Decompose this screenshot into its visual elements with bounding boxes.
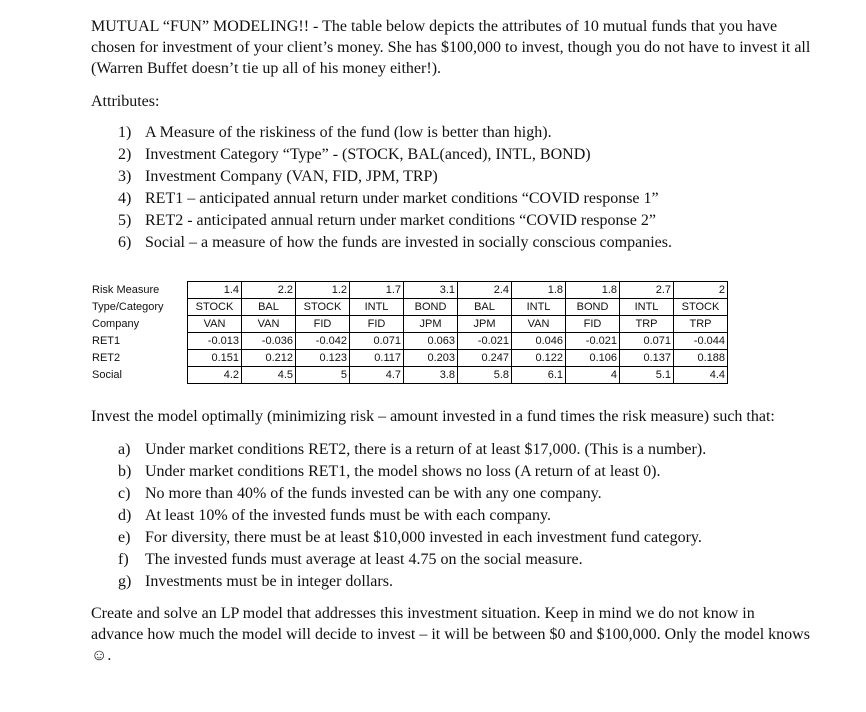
row-label: Risk Measure (91, 282, 188, 299)
table-cell: BOND (566, 299, 620, 316)
list-item (91, 505, 811, 527)
table-cell: FID (296, 316, 350, 333)
table-cell: STOCK (674, 299, 728, 316)
list-marker: d) (118, 507, 132, 524)
table-cell: 2 (674, 282, 728, 299)
constraints-list (91, 439, 811, 593)
table-cell: TRP (620, 316, 674, 333)
table-cell: 2.7 (620, 282, 674, 299)
table-cell: 5 (296, 367, 350, 384)
table-row (91, 367, 728, 384)
table-cell: 3.8 (404, 367, 458, 384)
list-item (91, 166, 811, 188)
table-cell: 0.106 (566, 350, 620, 367)
list-item-text: Investments must be in integer dollars. (145, 573, 393, 590)
table-cell: 1.2 (296, 282, 350, 299)
table-cell: VAN (242, 316, 296, 333)
table-cell: FID (350, 316, 404, 333)
list-item (91, 144, 811, 166)
table-cell: 5.1 (620, 367, 674, 384)
table-cell: -0.036 (242, 333, 296, 350)
list-item-text: RET2 - anticipated annual return under market conditions “COVID response 2” (145, 212, 656, 229)
table-cell: 4.5 (242, 367, 296, 384)
table-cell: 5.8 (458, 367, 512, 384)
list-marker: 5) (118, 212, 132, 229)
table-cell: VAN (512, 316, 566, 333)
row-label: Company (91, 316, 188, 333)
table-cell: 0.123 (296, 350, 350, 367)
list-marker: g) (118, 573, 132, 590)
list-marker: 3) (118, 168, 132, 185)
row-label: Social (91, 367, 188, 384)
list-item (91, 549, 811, 571)
table-cell: 0.117 (350, 350, 404, 367)
table-cell: STOCK (296, 299, 350, 316)
table-cell: 1.7 (350, 282, 404, 299)
table-cell: 2.4 (458, 282, 512, 299)
table-cell: -0.013 (188, 333, 242, 350)
list-item-text: At least 10% of the invested funds must be with each company. (145, 507, 551, 524)
list-item-text: Under market conditions RET1, the model shows no loss (A return of at least 0). (145, 463, 661, 480)
list-item-text: Social – a measure of how the funds are invested in socially conscious companies. (145, 234, 672, 251)
table-cell: BAL (242, 299, 296, 316)
list-marker: 4) (118, 190, 132, 207)
table-cell: 1.8 (566, 282, 620, 299)
list-item-text: Investment Company (VAN, FID, JPM, TRP) (145, 168, 438, 185)
table-cell: 1.8 (512, 282, 566, 299)
table-cell: 6.1 (512, 367, 566, 384)
list-item (91, 483, 811, 505)
table-cell: 0.247 (458, 350, 512, 367)
list-item (91, 439, 811, 461)
table-cell: 0.071 (620, 333, 674, 350)
list-item (91, 188, 811, 210)
table-cell: 0.188 (674, 350, 728, 367)
table-cell: BAL (458, 299, 512, 316)
table-cell: INTL (620, 299, 674, 316)
list-marker: c) (118, 485, 131, 502)
list-item-text: For diversity, there must be at least $10,000 invested in each investment fund category. (145, 529, 702, 546)
table-cell: 0.046 (512, 333, 566, 350)
table-cell: 4 (566, 367, 620, 384)
list-marker: 1) (118, 124, 132, 141)
instructions-section (91, 406, 811, 666)
list-item (91, 210, 811, 232)
list-item-text: No more than 40% of the funds invested can be with any one company. (145, 485, 602, 502)
table-cell: FID (566, 316, 620, 333)
table-row (91, 299, 728, 316)
row-label: RET1 (91, 333, 188, 350)
table-cell: INTL (512, 299, 566, 316)
invest-paragraph: Invest the model optimally (minimizing risk – amount invested in a fund times the risk measure) such that: (91, 408, 775, 425)
table-cell: 2.2 (242, 282, 296, 299)
attributes-heading: Attributes: (91, 93, 160, 110)
table-cell: -0.021 (566, 333, 620, 350)
list-marker: f) (118, 551, 129, 568)
table-row (91, 333, 728, 350)
table-cell: JPM (458, 316, 512, 333)
table-cell: 4.7 (350, 367, 404, 384)
table-cell: -0.042 (296, 333, 350, 350)
table-cell: 0.137 (620, 350, 674, 367)
table-cell: 4.2 (188, 367, 242, 384)
list-item (91, 122, 811, 144)
intro-paragraph: MUTUAL “FUN” MODELING!! - The table below depicts the attributes of 10 mutual funds that you have chosen for investment of your client’s money. She has $100,000 to invest, though you do not have to invest it all (Warren Buffet doesn’t tie up all of his money either!). (91, 18, 811, 77)
table-cell: VAN (188, 316, 242, 333)
list-marker: 2) (118, 146, 132, 163)
list-item-text: Investment Category “Type” - (STOCK, BAL(anced), INTL, BOND) (145, 146, 591, 163)
document-page (91, 12, 811, 254)
table-row (91, 350, 728, 367)
row-label: Type/Category (91, 299, 188, 316)
list-item (91, 571, 811, 593)
table-cell: 0.212 (242, 350, 296, 367)
table-cell: BOND (404, 299, 458, 316)
fund-table-container (91, 281, 728, 384)
table-cell: 4.4 (674, 367, 728, 384)
list-item (91, 232, 811, 254)
table-cell: INTL (350, 299, 404, 316)
table-cell: 3.1 (404, 282, 458, 299)
attributes-list (91, 122, 811, 254)
list-item-text: The invested funds must average at least 4.75 on the social measure. (145, 551, 583, 568)
list-marker: e) (118, 529, 131, 546)
list-marker: 6) (118, 234, 132, 251)
table-cell: STOCK (188, 299, 242, 316)
list-item (91, 527, 811, 549)
table-cell: 1.4 (188, 282, 242, 299)
table-row (91, 282, 728, 299)
table-cell: TRP (674, 316, 728, 333)
table-cell: 0.071 (350, 333, 404, 350)
table-cell: 0.203 (404, 350, 458, 367)
closing-paragraph: Create and solve an LP model that addresses this investment situation. Keep in mind we do not know in advance how much the model will decide to invest – it will be between $0 and $100,000. Only the model knows ☺. (91, 605, 810, 664)
list-item (91, 461, 811, 483)
table-cell: -0.021 (458, 333, 512, 350)
table-row (91, 316, 728, 333)
table-cell: 0.063 (404, 333, 458, 350)
list-item-text: RET1 – anticipated annual return under market conditions “COVID response 1” (145, 190, 659, 207)
list-item-text: Under market conditions RET2, there is a return of at least $17,000. (This is a number). (145, 441, 707, 458)
list-item-text: A Measure of the riskiness of the fund (low is better than high). (145, 124, 552, 141)
list-marker: b) (118, 463, 132, 480)
fund-attributes-table (91, 281, 728, 384)
table-cell: 0.122 (512, 350, 566, 367)
row-label: RET2 (91, 350, 188, 367)
list-marker: a) (118, 441, 131, 458)
table-cell: -0.044 (674, 333, 728, 350)
table-cell: 0.151 (188, 350, 242, 367)
table-cell: JPM (404, 316, 458, 333)
